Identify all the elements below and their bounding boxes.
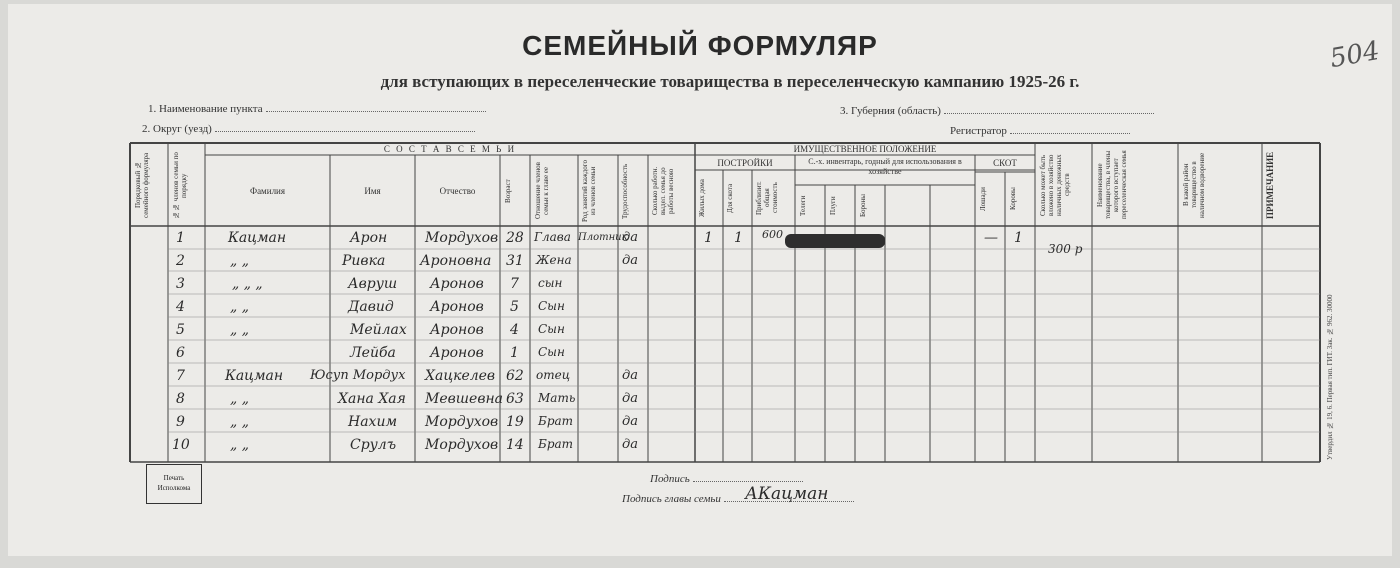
row-number: 8 <box>176 391 185 407</box>
row-surname: „ „ „ <box>232 276 263 292</box>
header-capacity: Трудоспособность <box>621 163 629 219</box>
row-relation: Брат <box>538 437 574 451</box>
header-family-composition: С О С Т А В С Е М Ь И <box>383 144 517 154</box>
field-province: 3. Губерния (область) <box>840 104 1154 117</box>
row-number: 10 <box>172 437 190 453</box>
property-cows: 1 <box>1014 230 1023 246</box>
row-occupation: Плотник <box>578 232 628 243</box>
header-member-no: №№ членов семьи по порядку <box>172 152 188 220</box>
row-number: 3 <box>176 276 185 292</box>
row-name: Арон <box>350 230 388 246</box>
header-ploughs: Плуги <box>829 196 837 216</box>
row-relation: Глава <box>534 230 571 244</box>
stamp-box <box>146 464 202 504</box>
row-capacity: да <box>622 368 638 383</box>
header-horses: Лошади <box>979 187 987 211</box>
header-relation: Отношение членов семьи к главе ее <box>534 162 550 220</box>
header-work-away: Сколько работн. выдел. семья до работы весною <box>651 166 675 216</box>
row-number: 1 <box>176 230 185 246</box>
header-approx-value: Приблизит. общая стоимость <box>755 181 779 215</box>
row-patronymic: Аронов <box>430 345 484 361</box>
header-inventory: С.-х. инвентарь, годный для использования в хозяйстве <box>808 157 962 176</box>
header-property: ИМУЩЕСТВЕННОЕ ПОЛОЖЕНИЕ <box>793 144 937 154</box>
row-name: Мейлах <box>350 322 407 338</box>
header-surname: Фамилия <box>249 186 286 196</box>
header-buildings: ПОСТРОЙКИ <box>717 158 773 168</box>
redaction-blot <box>785 234 885 248</box>
row-capacity: да <box>622 437 638 452</box>
row-patronymic: Ароновна <box>420 253 492 269</box>
row-age: 7 <box>510 276 519 292</box>
row-patronymic: Мордухов <box>425 230 499 246</box>
row-relation: Сын <box>538 322 565 336</box>
header-serial: Порядковый № семейного формуляра <box>134 152 150 218</box>
head-signature: АКацман <box>745 484 829 504</box>
row-surname: „ „ <box>230 391 249 407</box>
header-partnership: Наименование товарищества, в члены которого вступает переселенческая семья <box>1096 150 1128 220</box>
row-number: 6 <box>176 345 185 361</box>
row-surname: „ „ <box>230 299 249 315</box>
head-signature-label: Подпись главы семьи <box>622 492 854 505</box>
row-relation: отец <box>536 368 571 382</box>
field-district: 2. Округ (уезд) <box>142 122 475 135</box>
row-name: Ривка <box>342 253 386 269</box>
row-age: 28 <box>506 230 524 246</box>
header-livestock: СКОТ <box>993 158 1017 168</box>
row-patronymic: Аронов <box>430 322 484 338</box>
row-age: 19 <box>506 414 524 430</box>
row-patronymic: Мордухов <box>425 414 499 430</box>
row-relation: Брат <box>538 414 574 428</box>
row-number: 9 <box>176 414 185 430</box>
printer-note: Утвердил № 19, 6. Первая тип. ГИТ. Зак. № 962. 30000 <box>1326 294 1334 460</box>
row-capacity: да <box>622 230 638 245</box>
header-name: Имя <box>364 186 381 196</box>
row-number: 5 <box>176 322 185 338</box>
page-number: 504 <box>1328 35 1383 75</box>
row-age: 4 <box>510 322 519 338</box>
signature-label: Подпись <box>650 472 803 485</box>
row-relation: Сын <box>538 345 565 359</box>
row-relation: Сын <box>538 299 565 313</box>
property-houses: 1 <box>704 230 713 246</box>
row-patronymic: Аронов <box>430 299 484 315</box>
property-cattle-sheds: 1 <box>734 230 743 246</box>
header-carts: Телеги <box>799 195 807 217</box>
property-horses: — <box>984 230 998 246</box>
row-relation: Мать <box>538 391 576 405</box>
header-houses: Жилых дома <box>698 179 706 217</box>
header-cattle-sheds: Для скота <box>726 183 734 213</box>
row-patronymic: Мордухов <box>425 437 499 453</box>
row-number: 7 <box>176 368 185 384</box>
row-surname: „ „ <box>230 414 249 430</box>
row-patronymic: Хацкелев <box>425 368 496 384</box>
field-registrar: Регистратор <box>950 124 1130 137</box>
row-age: 62 <box>506 368 524 384</box>
header-region: В какой район товарищество в наличном водворение <box>1182 152 1206 218</box>
row-capacity: да <box>622 414 638 429</box>
row-surname: Кацман <box>228 230 287 246</box>
row-age: 14 <box>506 437 524 453</box>
row-patronymic: Мевшевна <box>425 391 504 407</box>
form-subtitle: для вступающих в переселенческие товарищества в переселенческую кампанию 1925-26 г. <box>380 72 1080 91</box>
row-capacity: да <box>622 253 638 268</box>
header-occupation: Род занятий каждого из членов семьи <box>581 160 597 222</box>
row-age: 31 <box>506 253 524 269</box>
header-cows: Коровы <box>1009 187 1017 211</box>
header-patronymic: Отчество <box>439 186 476 196</box>
field-point: 1. Наименование пункта <box>148 102 486 115</box>
form-title: СЕМЕЙНЫЙ ФОРМУЛЯР <box>522 30 878 61</box>
row-name: Давид <box>348 299 394 315</box>
header-age: Возраст <box>504 179 512 203</box>
row-relation: Жена <box>536 253 572 267</box>
row-name: Лейба <box>350 345 396 361</box>
row-relation: сын <box>538 276 563 290</box>
row-surname: „ „ <box>230 437 249 453</box>
row-age: 63 <box>506 391 524 407</box>
row-age: 1 <box>510 345 519 361</box>
row-surname: „ „ <box>230 253 249 269</box>
property-approx-value: 600 <box>762 228 783 241</box>
row-number: 4 <box>176 299 185 315</box>
row-name: Срулъ <box>350 437 397 453</box>
row-patronymic: Аронов <box>430 276 484 292</box>
header-money: Сколько может быть вложено в хозяйство наличных денежных средств <box>1039 154 1071 216</box>
header-notes: ПРИМЕЧАНИЕ <box>1265 151 1275 219</box>
row-number: 2 <box>176 253 185 269</box>
row-capacity: да <box>622 391 638 406</box>
row-age: 5 <box>510 299 519 315</box>
row-name: Нахим <box>348 414 398 430</box>
row-surname: Кацман <box>225 368 284 384</box>
stamp-label: Печать Исполкома <box>157 474 191 492</box>
row-name: Авруш <box>348 276 398 292</box>
row-name: Хана Хая <box>338 391 406 407</box>
row-name: Юсуп Мордух <box>310 368 406 383</box>
property-money: 300 р <box>1048 242 1083 256</box>
row-surname: „ „ <box>230 322 249 338</box>
header-harrows: Бороны <box>859 194 867 218</box>
